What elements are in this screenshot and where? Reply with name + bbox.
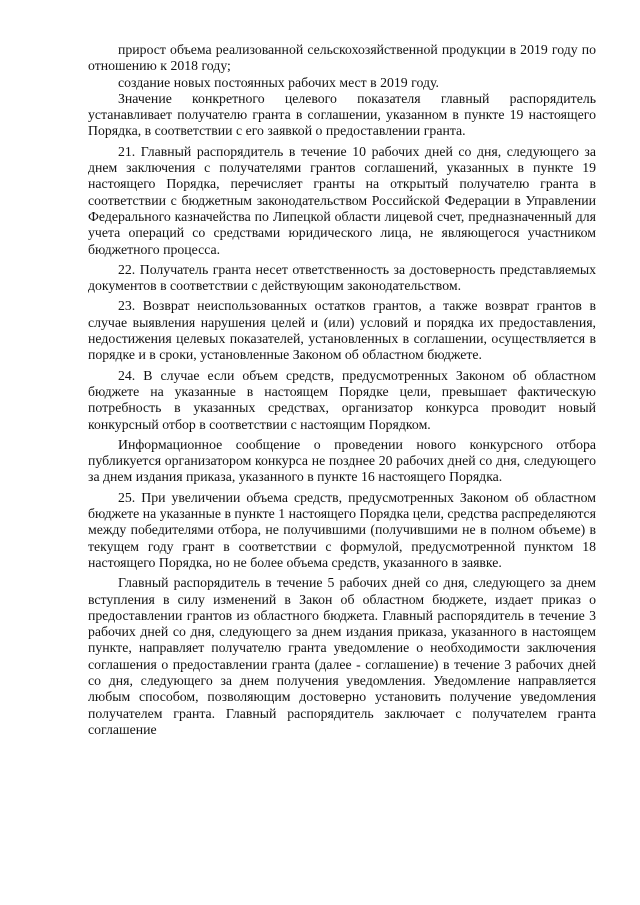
paragraph-revenue-growth: прирост объема реализованной сельскохозяйственной продукции в 2019 году по отношению к 2018 году; bbox=[88, 42, 596, 74]
paragraph-grant-order: Главный распорядитель в течение 5 рабочих дней со дня, следующего за днем вступления в силу изменений в Закон об областном бюджете, издает приказ о предоставлении грантов из областного бюджета. Главный распорядитель в течение 3 рабочих дней со дня, следующего за днем издания приказа, указанного в настоящем пункте, направляет получателю гранта уведомление о необходимости заключения соглашения о предоставлении гранта (далее - соглашение) в течение 3 рабочих дней со дня, следующего за днем получения уведомления. Уведомление направляется любым способом, позволяющим достоверно установить получение уведомления получателем гранта. Главный распорядитель заключает с получателем гранта соглашение bbox=[88, 575, 596, 737]
paragraph-item-25: 25. При увеличении объема средств, предусмотренных Законом об областном бюджете на указанные в пункте 1 настоящего Порядка цели, средства распределяются между победителями отбора, не получившими (получившими не в полном объеме) в текущем году грант в соответствии с формулой, предусмотренной пунктом 18 настоящего Порядка, но не более объема средств, указанного в заявке. bbox=[88, 489, 596, 570]
paragraph-item-23: 23. Возврат неиспользованных остатков грантов, а также возврат грантов в случае выявления нарушения целей и (или) условий и порядка их предоставления, недостижения целевых показателей, установленных в соглашении, осуществляется в порядке и в сроки, установленные Законом об областном бюджете. bbox=[88, 298, 596, 363]
paragraph-new-jobs: создание новых постоянных рабочих мест в 2019 году. bbox=[118, 74, 439, 90]
paragraph-item-21: 21. Главный распорядитель в течение 10 рабочих дней со дня, следующего за днем заключения с получателями грантов соглашений, указанных в пункте 19 настоящего Порядка, перечисляет гранты на открытый получателю гранта в соответствии с бюджетным законодательством Российской Федерации в Управлении Федерального казначейства по Липецкой области лицевой счет, предназначенный для учета операций со средствами юридического лица, не являющегося участником бюджетного процесса. bbox=[88, 143, 596, 257]
paragraph-item-22: 22. Получатель гранта несет ответственность за достоверность представляемых документов в соответствии с действующим законодательством. bbox=[88, 261, 596, 294]
paragraph-item-24: 24. В случае если объем средств, предусмотренных Законом об областном бюджете на указанные в настоящем Порядке цели, превышает фактическую потребность в указанных средствах, организатор конкурса проводит новый конкурсный отбор в соответствии с настоящим Порядком. bbox=[88, 367, 596, 432]
paragraph-target-indicator: Значение конкретного целевого показателя главный распорядитель устанавливает получателю гранта в соглашении, указанном в пункте 19 настоящего Порядка, в соответствии с его заявкой о предоставлении гранта. bbox=[88, 90, 596, 139]
paragraph-information-notice: Информационное сообщение о проведении нового конкурсного отбора публикуется организатором конкурса не позднее 20 рабочих дней со дня, следующего за днем издания приказа, указанного в пункте 16 настоящего Порядка. bbox=[88, 436, 596, 485]
